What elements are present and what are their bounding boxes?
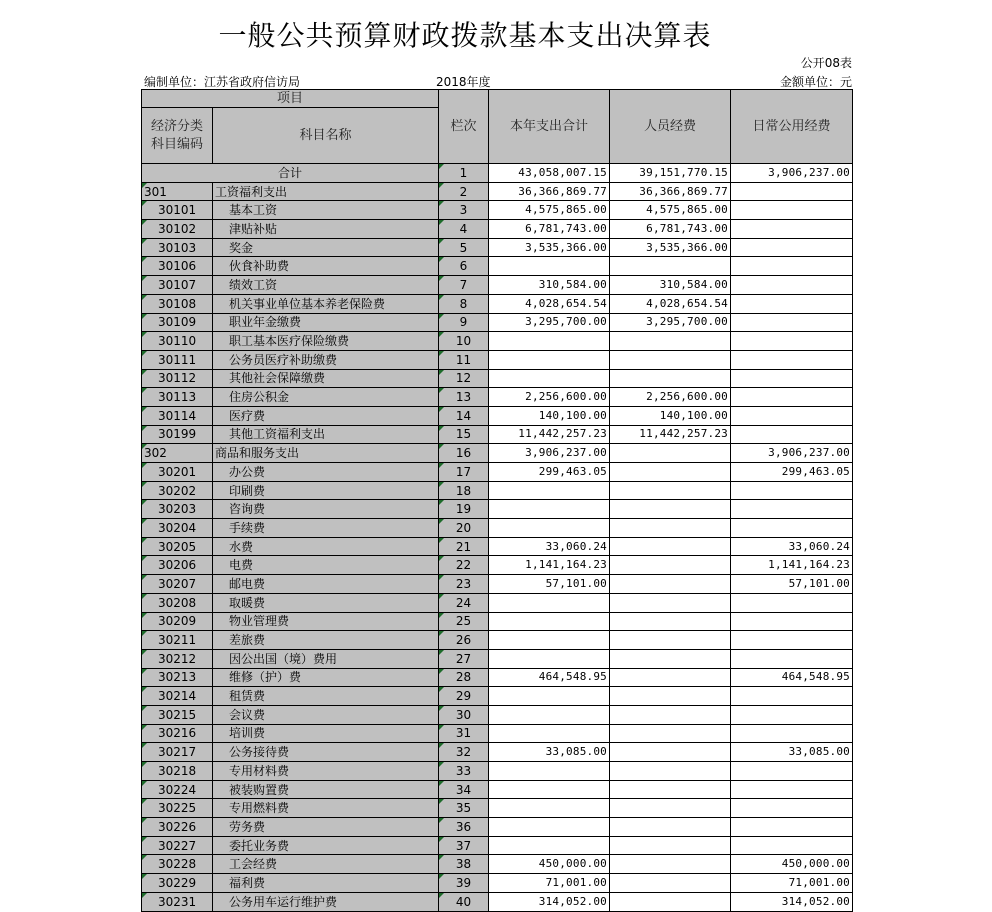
row-code: 30228	[142, 855, 213, 874]
row-index: 19	[439, 500, 489, 519]
row-index: 35	[439, 799, 489, 818]
compiling-unit: 编制单位：江苏省政府信访局	[144, 75, 301, 89]
row-public	[731, 481, 853, 500]
table-row	[142, 818, 853, 837]
row-personnel	[610, 481, 731, 500]
row-code: 301	[142, 182, 213, 201]
table-row	[142, 799, 853, 818]
row-code: 30211	[142, 631, 213, 650]
row-code: 30202	[142, 481, 213, 500]
row-public: 3,906,237.00	[731, 444, 853, 463]
row-name: 职业年金缴费	[213, 313, 439, 332]
total-index: 1	[439, 164, 489, 183]
row-public	[731, 220, 853, 239]
row-name: 基本工资	[213, 201, 439, 220]
row-total	[489, 762, 610, 781]
row-name: 咨询费	[213, 500, 439, 519]
table-row	[142, 201, 853, 220]
row-personnel	[610, 724, 731, 743]
row-personnel: 6,781,743.00	[610, 220, 731, 239]
row-name: 伙食补助费	[213, 257, 439, 276]
row-code: 30226	[142, 818, 213, 837]
row-name: 水费	[213, 537, 439, 556]
row-personnel: 140,100.00	[610, 406, 731, 425]
row-total: 4,575,865.00	[489, 201, 610, 220]
row-index: 20	[439, 519, 489, 538]
row-personnel	[610, 612, 731, 631]
row-public	[731, 593, 853, 612]
row-total	[489, 481, 610, 500]
row-name: 邮电费	[213, 575, 439, 594]
row-total: 71,001.00	[489, 874, 610, 893]
row-public	[731, 350, 853, 369]
row-total: 140,100.00	[489, 406, 610, 425]
row-personnel: 3,295,700.00	[610, 313, 731, 332]
row-code: 30214	[142, 687, 213, 706]
row-code: 30209	[142, 612, 213, 631]
row-index: 30	[439, 705, 489, 724]
header-item: 项目	[142, 90, 439, 108]
row-name: 福利费	[213, 874, 439, 893]
row-personnel	[610, 892, 731, 911]
row-public	[731, 182, 853, 201]
row-index: 34	[439, 780, 489, 799]
table-row	[142, 855, 853, 874]
row-total: 2,256,600.00	[489, 388, 610, 407]
row-total: 57,101.00	[489, 575, 610, 594]
row-code: 30216	[142, 724, 213, 743]
table-row	[142, 649, 853, 668]
row-personnel	[610, 631, 731, 650]
row-index: 21	[439, 537, 489, 556]
row-personnel: 4,028,654.54	[610, 294, 731, 313]
row-personnel	[610, 668, 731, 687]
row-index: 5	[439, 238, 489, 257]
row-total: 11,442,257.23	[489, 425, 610, 444]
row-index: 18	[439, 481, 489, 500]
row-code: 30224	[142, 780, 213, 799]
row-public: 450,000.00	[731, 855, 853, 874]
table-row	[142, 238, 853, 257]
row-name: 其他社会保障缴费	[213, 369, 439, 388]
row-public	[731, 257, 853, 276]
row-total: 3,535,366.00	[489, 238, 610, 257]
row-index: 7	[439, 276, 489, 295]
row-personnel	[610, 836, 731, 855]
row-public	[731, 649, 853, 668]
row-index: 37	[439, 836, 489, 855]
row-personnel: 36,366,869.77	[610, 182, 731, 201]
row-name: 租赁费	[213, 687, 439, 706]
row-personnel: 3,535,366.00	[610, 238, 731, 257]
total-label: 合计	[142, 164, 439, 183]
row-total	[489, 705, 610, 724]
row-personnel: 2,256,600.00	[610, 388, 731, 407]
row-index: 3	[439, 201, 489, 220]
row-public	[731, 238, 853, 257]
table-row	[142, 332, 853, 351]
row-total	[489, 593, 610, 612]
row-total	[489, 519, 610, 538]
row-total: 33,060.24	[489, 537, 610, 556]
table-row	[142, 406, 853, 425]
row-total	[489, 780, 610, 799]
row-personnel	[610, 687, 731, 706]
row-name: 其他工资福利支出	[213, 425, 439, 444]
row-index: 27	[439, 649, 489, 668]
row-public	[731, 836, 853, 855]
row-public	[731, 612, 853, 631]
row-name: 会议费	[213, 705, 439, 724]
row-index: 8	[439, 294, 489, 313]
row-code: 30107	[142, 276, 213, 295]
row-public: 464,548.95	[731, 668, 853, 687]
row-public: 299,463.05	[731, 463, 853, 482]
row-index: 4	[439, 220, 489, 239]
expenditure-table	[141, 89, 853, 912]
row-personnel	[610, 257, 731, 276]
row-code: 30203	[142, 500, 213, 519]
table-row	[142, 444, 853, 463]
row-name: 委托业务费	[213, 836, 439, 855]
report-title: 一般公共预算财政拨款基本支出决算表	[218, 19, 712, 52]
row-personnel	[610, 369, 731, 388]
row-code: 30229	[142, 874, 213, 893]
row-index: 39	[439, 874, 489, 893]
row-code: 30218	[142, 762, 213, 781]
row-code: 30114	[142, 406, 213, 425]
row-code: 30225	[142, 799, 213, 818]
row-code: 30108	[142, 294, 213, 313]
row-personnel	[610, 519, 731, 538]
table-row	[142, 220, 853, 239]
row-name: 机关事业单位基本养老保险费	[213, 294, 439, 313]
row-name: 公务员医疗补助缴费	[213, 350, 439, 369]
table-row	[142, 631, 853, 650]
row-personnel	[610, 780, 731, 799]
row-name: 差旅费	[213, 631, 439, 650]
row-public	[731, 762, 853, 781]
row-personnel	[610, 593, 731, 612]
row-index: 22	[439, 556, 489, 575]
row-name: 医疗费	[213, 406, 439, 425]
table-row	[142, 556, 853, 575]
row-index: 29	[439, 687, 489, 706]
row-index: 6	[439, 257, 489, 276]
table-row	[142, 892, 853, 911]
row-index: 33	[439, 762, 489, 781]
row-code: 30112	[142, 369, 213, 388]
table-row	[142, 294, 853, 313]
table-row	[142, 687, 853, 706]
row-public	[731, 276, 853, 295]
table-row	[142, 705, 853, 724]
table-row	[142, 425, 853, 444]
row-public	[731, 201, 853, 220]
row-public: 1,141,164.23	[731, 556, 853, 575]
row-total: 314,052.00	[489, 892, 610, 911]
row-public	[731, 799, 853, 818]
row-name: 印刷费	[213, 481, 439, 500]
row-total	[489, 649, 610, 668]
table-row	[142, 463, 853, 482]
row-code: 30201	[142, 463, 213, 482]
row-total: 33,085.00	[489, 743, 610, 762]
row-name: 被装购置费	[213, 780, 439, 799]
row-total: 3,906,237.00	[489, 444, 610, 463]
row-index: 12	[439, 369, 489, 388]
table-row	[142, 182, 853, 201]
row-code: 30205	[142, 537, 213, 556]
row-index: 36	[439, 818, 489, 837]
row-name: 住房公积金	[213, 388, 439, 407]
row-code: 30101	[142, 201, 213, 220]
row-index: 28	[439, 668, 489, 687]
row-index: 11	[439, 350, 489, 369]
table-row	[142, 668, 853, 687]
row-total	[489, 836, 610, 855]
row-personnel	[610, 818, 731, 837]
row-index: 23	[439, 575, 489, 594]
row-personnel	[610, 556, 731, 575]
row-index: 38	[439, 855, 489, 874]
row-public: 57,101.00	[731, 575, 853, 594]
row-public	[731, 705, 853, 724]
table-row	[142, 593, 853, 612]
row-total: 464,548.95	[489, 668, 610, 687]
row-public	[731, 687, 853, 706]
row-public	[731, 724, 853, 743]
row-code: 30217	[142, 743, 213, 762]
row-public: 314,052.00	[731, 892, 853, 911]
table-row	[142, 724, 853, 743]
row-code: 30103	[142, 238, 213, 257]
total-personnel: 39,151,770.15	[610, 164, 731, 183]
table-number: 公开08表	[800, 56, 852, 70]
row-name: 手续费	[213, 519, 439, 538]
row-code: 30110	[142, 332, 213, 351]
row-public	[731, 780, 853, 799]
row-name: 专用燃料费	[213, 799, 439, 818]
row-index: 2	[439, 182, 489, 201]
row-name: 取暖费	[213, 593, 439, 612]
table-row	[142, 350, 853, 369]
table-row	[142, 369, 853, 388]
row-index: 40	[439, 892, 489, 911]
row-name: 电费	[213, 556, 439, 575]
row-code: 30208	[142, 593, 213, 612]
row-code: 30102	[142, 220, 213, 239]
row-name: 公务用车运行维护费	[213, 892, 439, 911]
row-total: 1,141,164.23	[489, 556, 610, 575]
row-index: 10	[439, 332, 489, 351]
row-public	[731, 631, 853, 650]
row-name: 绩效工资	[213, 276, 439, 295]
row-total	[489, 369, 610, 388]
table-row	[142, 276, 853, 295]
header-name: 科目名称	[213, 108, 439, 164]
row-personnel: 4,575,865.00	[610, 201, 731, 220]
table-row	[142, 743, 853, 762]
row-personnel	[610, 762, 731, 781]
row-personnel: 11,442,257.23	[610, 425, 731, 444]
row-public	[731, 406, 853, 425]
row-total	[489, 332, 610, 351]
row-personnel	[610, 743, 731, 762]
row-total	[489, 799, 610, 818]
table-row	[142, 388, 853, 407]
row-name: 津贴补贴	[213, 220, 439, 239]
row-public: 33,060.24	[731, 537, 853, 556]
total-row	[142, 164, 853, 183]
row-total	[489, 350, 610, 369]
row-index: 15	[439, 425, 489, 444]
row-name: 维修（护）费	[213, 668, 439, 687]
total-public: 3,906,237.00	[731, 164, 853, 183]
row-name: 公务接待费	[213, 743, 439, 762]
row-code: 30199	[142, 425, 213, 444]
row-total: 310,584.00	[489, 276, 610, 295]
header-code: 经济分类科目编码	[142, 108, 213, 164]
row-total: 299,463.05	[489, 463, 610, 482]
row-public	[731, 313, 853, 332]
row-code: 30215	[142, 705, 213, 724]
row-name: 因公出国（境）费用	[213, 649, 439, 668]
row-code: 302	[142, 444, 213, 463]
amount-unit: 金额单位：元	[779, 75, 852, 89]
row-index: 13	[439, 388, 489, 407]
row-index: 32	[439, 743, 489, 762]
row-personnel	[610, 649, 731, 668]
row-personnel	[610, 332, 731, 351]
row-name: 劳务费	[213, 818, 439, 837]
row-total: 4,028,654.54	[489, 294, 610, 313]
table-row	[142, 500, 853, 519]
row-personnel	[610, 874, 731, 893]
row-name: 工会经费	[213, 855, 439, 874]
row-personnel	[610, 855, 731, 874]
row-code: 30109	[142, 313, 213, 332]
table-row	[142, 537, 853, 556]
row-code: 30227	[142, 836, 213, 855]
row-code: 30111	[142, 350, 213, 369]
row-name: 工资福利支出	[213, 182, 439, 201]
row-code: 30231	[142, 892, 213, 911]
table-row	[142, 762, 853, 781]
row-public	[731, 519, 853, 538]
row-personnel	[610, 444, 731, 463]
row-personnel	[610, 537, 731, 556]
row-name: 商品和服务支出	[213, 444, 439, 463]
header-total: 本年支出合计	[489, 90, 610, 164]
row-total	[489, 257, 610, 276]
table-row	[142, 313, 853, 332]
row-personnel	[610, 705, 731, 724]
row-public	[731, 500, 853, 519]
row-personnel: 310,584.00	[610, 276, 731, 295]
row-index: 17	[439, 463, 489, 482]
table-row	[142, 612, 853, 631]
row-name: 专用材料费	[213, 762, 439, 781]
row-total: 450,000.00	[489, 855, 610, 874]
table-row	[142, 780, 853, 799]
table-row	[142, 874, 853, 893]
total-amount: 43,058,007.15	[489, 164, 610, 183]
row-public: 71,001.00	[731, 874, 853, 893]
row-index: 26	[439, 631, 489, 650]
table-row	[142, 257, 853, 276]
row-total: 36,366,869.77	[489, 182, 610, 201]
row-total: 6,781,743.00	[489, 220, 610, 239]
row-index: 25	[439, 612, 489, 631]
row-personnel	[610, 350, 731, 369]
row-total	[489, 818, 610, 837]
row-public: 33,085.00	[731, 743, 853, 762]
row-name: 物业管理费	[213, 612, 439, 631]
row-code: 30106	[142, 257, 213, 276]
table-row	[142, 481, 853, 500]
row-personnel	[610, 463, 731, 482]
row-total	[489, 687, 610, 706]
row-total	[489, 724, 610, 743]
header-public: 日常公用经费	[731, 90, 853, 164]
fiscal-year: 2018年度	[436, 75, 491, 89]
row-code: 30206	[142, 556, 213, 575]
row-public	[731, 332, 853, 351]
table-row	[142, 575, 853, 594]
row-index: 16	[439, 444, 489, 463]
row-personnel	[610, 799, 731, 818]
row-name: 奖金	[213, 238, 439, 257]
row-personnel	[610, 500, 731, 519]
row-total	[489, 631, 610, 650]
header-index: 栏次	[439, 90, 489, 164]
row-personnel	[610, 575, 731, 594]
row-index: 9	[439, 313, 489, 332]
table-row	[142, 519, 853, 538]
row-code: 30213	[142, 668, 213, 687]
row-index: 14	[439, 406, 489, 425]
row-code: 30207	[142, 575, 213, 594]
row-total	[489, 500, 610, 519]
row-public	[731, 294, 853, 313]
row-public	[731, 425, 853, 444]
row-public	[731, 369, 853, 388]
row-total: 3,295,700.00	[489, 313, 610, 332]
row-name: 职工基本医疗保险缴费	[213, 332, 439, 351]
header-personnel: 人员经费	[610, 90, 731, 164]
row-name: 培训费	[213, 724, 439, 743]
row-public	[731, 818, 853, 837]
table-row	[142, 836, 853, 855]
row-total	[489, 612, 610, 631]
row-code: 30204	[142, 519, 213, 538]
row-name: 办公费	[213, 463, 439, 482]
row-code: 30113	[142, 388, 213, 407]
row-public	[731, 388, 853, 407]
row-code: 30212	[142, 649, 213, 668]
row-index: 31	[439, 724, 489, 743]
row-index: 24	[439, 593, 489, 612]
